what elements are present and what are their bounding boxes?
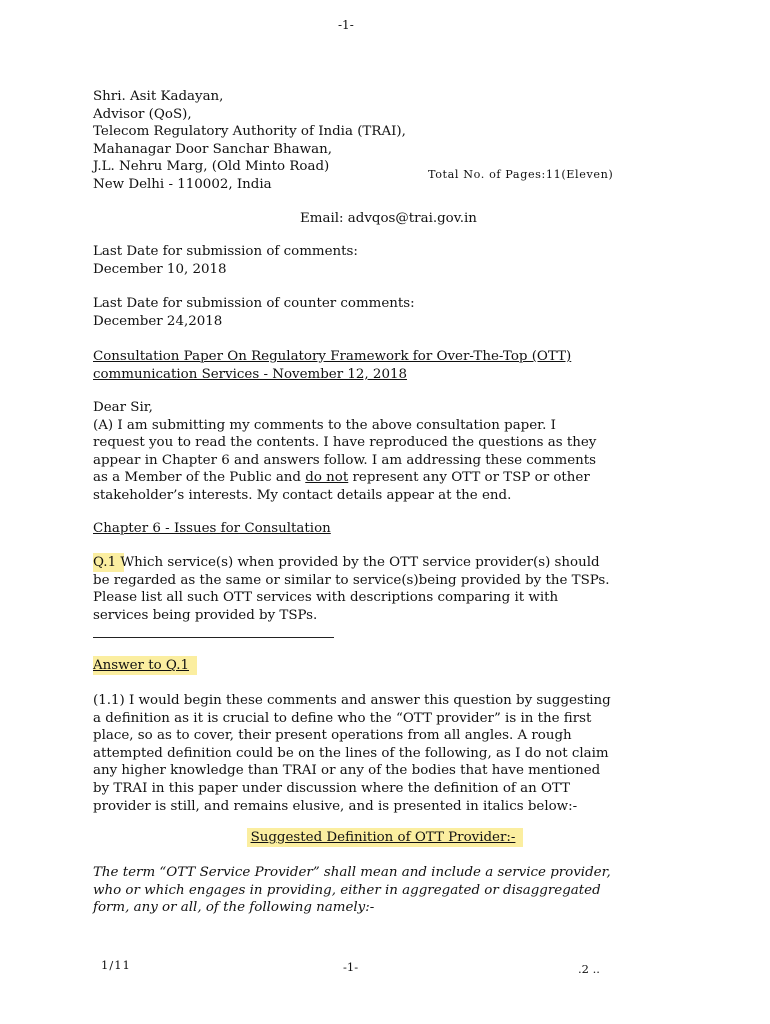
answer-line: attempted definition could be on the lines of the following, as I do not claim	[93, 745, 609, 761]
answer-heading-text: Answer to Q.1	[93, 656, 197, 675]
intro-line: (A) I am submitting my comments to the above consultation paper. I	[93, 417, 556, 433]
counter-deadline-date: December 24,2018	[93, 313, 223, 329]
question-label-highlight: Q.1	[93, 553, 124, 572]
intro-line	[93, 469, 693, 487]
subject-line: communication Services - November 12, 2018	[93, 366, 408, 382]
separator-rule	[93, 637, 334, 638]
intro-text: as a Member of the Public and	[93, 470, 306, 486]
answer-line: provider is still, and remains elusive, and is presented in italics below:-	[93, 798, 578, 814]
intro-paragraph	[93, 399, 693, 505]
address-line: J.L. Nehru Marg, (Old Minto Road)	[93, 159, 330, 175]
answer-heading-line	[93, 657, 693, 675]
intro-line: stakeholder’s interests. My contact details appear at the end.	[93, 487, 512, 503]
definition-line: form, any or all, of the following namely:-	[93, 900, 375, 916]
definition-line: who or which engages in providing, either in aggregated or disaggregated	[93, 882, 601, 898]
answer-line: by TRAI in this paper under discussion where the definition of an OTT	[93, 780, 571, 796]
chapter-heading-text: Chapter 6 - Issues for Consultation	[93, 521, 331, 536]
address-line: Advisor (QoS),	[93, 106, 192, 122]
answer-heading	[93, 657, 693, 675]
chapter-heading	[93, 520, 693, 538]
definition-heading	[0, 829, 770, 847]
total-pages-note: Total No. of Pages:11(Eleven)	[428, 168, 614, 181]
definition-line: The term “OTT Service Provider” shall mean and include a service provider,	[93, 865, 611, 880]
comments-deadline-date: December 10, 2018	[93, 261, 227, 277]
intro-line: request you to read the contents. I have reproduced the questions as they	[93, 435, 597, 451]
question-text: Which service(s) when provided by the OTT service provider(s) should	[116, 555, 600, 570]
definition-text	[93, 864, 693, 917]
footer-next-page: .2 ..	[578, 962, 600, 976]
question-line: services being provided by TSPs.	[93, 607, 318, 623]
question-line	[93, 554, 693, 572]
address-line: Shri. Asit Kadayan,	[93, 89, 224, 104]
counter-deadline-label: Last Date for submission of counter comments:	[93, 296, 415, 311]
salutation: Dear Sir,	[93, 400, 153, 415]
address-line: Mahanagar Door Sanchar Bhawan,	[93, 141, 332, 157]
top-page-number: -1-	[338, 18, 354, 32]
subject-line: Consultation Paper On Regulatory Framework for Over-The-Top (OTT)	[93, 349, 572, 364]
definition-heading-text: Suggested Definition of OTT Provider:-	[247, 828, 524, 847]
intro-text: represent any OTT or TSP or other	[348, 470, 590, 486]
answer-line: place, so as to cover, their present operations from all angles. A rough	[93, 728, 572, 744]
email-line: Email: advqos@trai.gov.in	[300, 211, 477, 226]
subject-heading	[93, 348, 693, 383]
question-block	[93, 554, 693, 624]
counter-comments-deadline	[93, 295, 693, 330]
address-line: New Delhi - 110002, India	[93, 176, 272, 192]
answer-line: a definition as it is crucial to define who the “OTT provider” is in the first	[93, 710, 592, 726]
answer-line: any higher knowledge than TRAI or any of the bodies that have mentioned	[93, 763, 601, 779]
comments-deadline	[93, 243, 693, 278]
question-line: be regarded as the same or similar to service(s)being provided by the TSPs.	[93, 572, 610, 588]
intro-line: appear in Chapter 6 and answers follow. I am addressing these comments	[93, 452, 597, 468]
answer-paragraph	[93, 692, 693, 815]
answer-line: (1.1) I would begin these comments and answer this question by suggesting	[93, 693, 611, 708]
comments-deadline-label: Last Date for submission of comments:	[93, 244, 358, 259]
footer-page-fraction: 1/11	[101, 958, 131, 972]
question-line: Please list all such OTT services with descriptions comparing it with	[93, 590, 559, 606]
address-line: Telecom Regulatory Authority of India (TRAI),	[93, 124, 406, 140]
do-not-emphasis: do not	[305, 470, 349, 486]
footer-page-number: -1-	[343, 960, 359, 974]
